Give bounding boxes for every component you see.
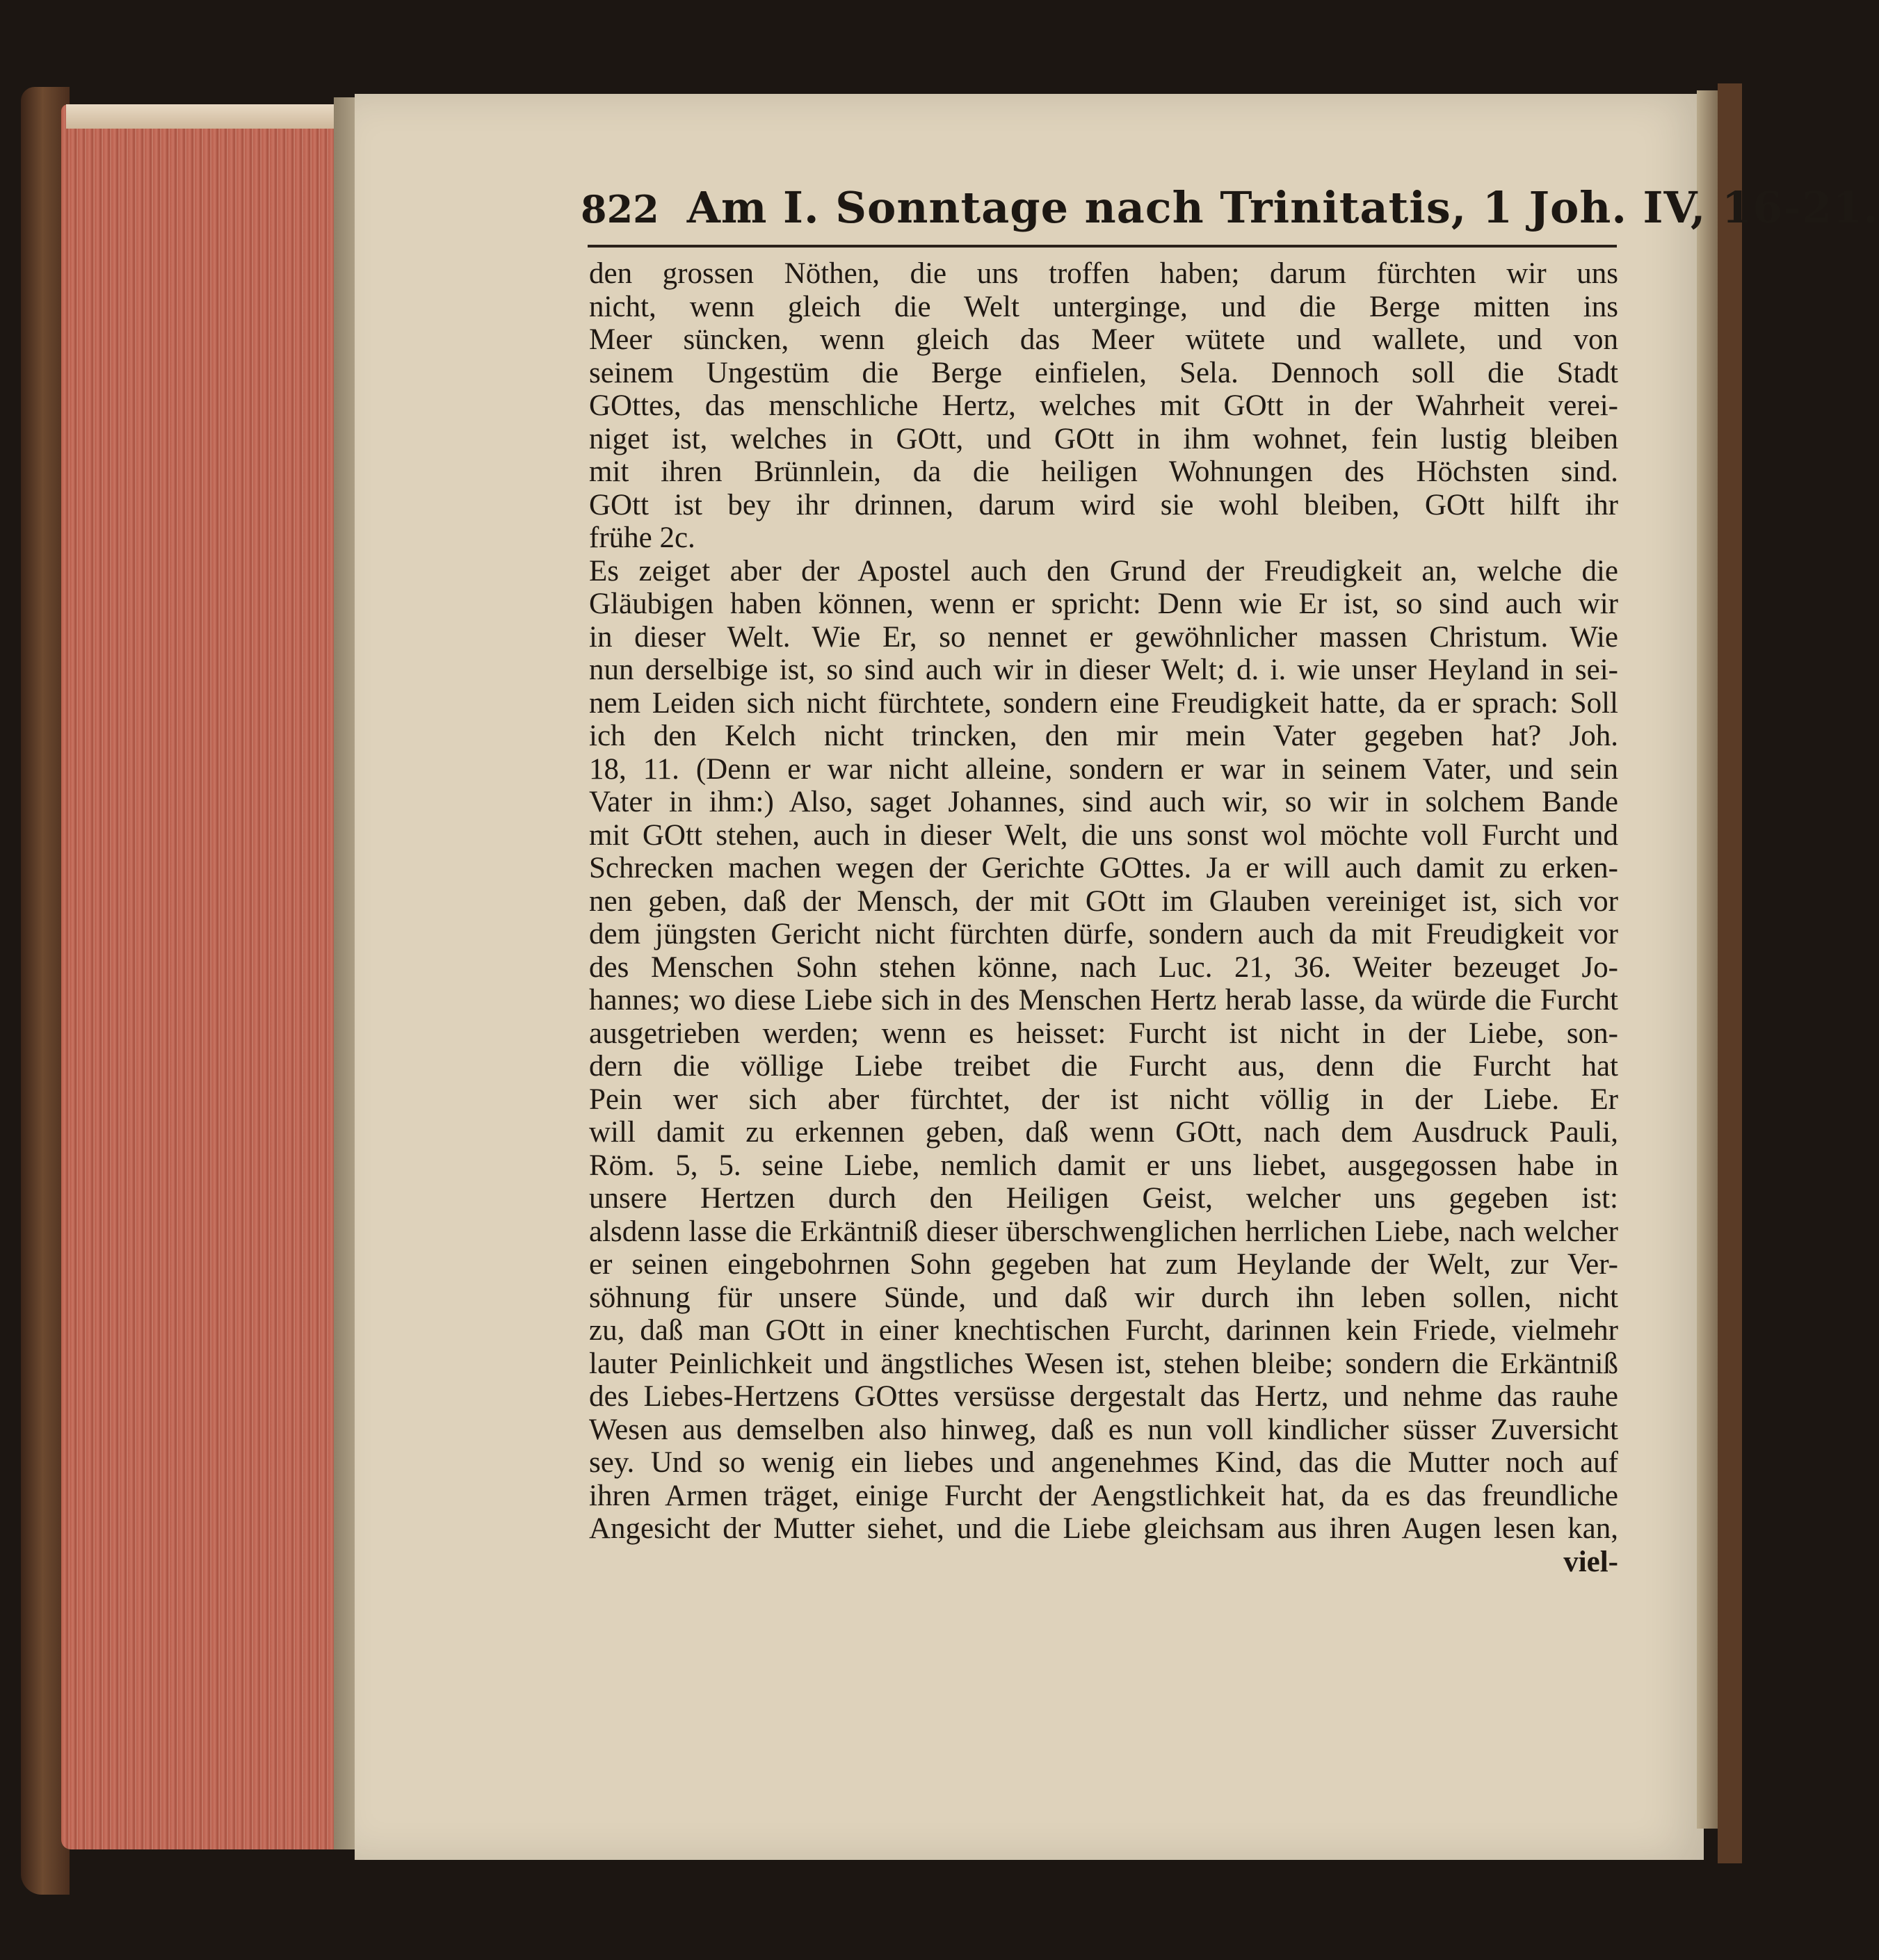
text-line: Es zeiget aber der Apostel auch den Grund der Freudigkeit an, welche die bbox=[589, 554, 1618, 588]
text-line: frühe 2c. bbox=[589, 521, 695, 554]
text-line: mit ihren Brünnlein, da die heiligen Wohnungen des Höchsten sind. bbox=[589, 455, 1618, 488]
text-line: 18, 11. (Denn er war nicht alleine, sondern er war in seinem Vater, und sein bbox=[589, 752, 1618, 786]
text-line: ich den Kelch nicht trincken, den mir mein Vater gegeben hat? Joh. bbox=[589, 720, 1618, 752]
text-line: in dieser Welt. Wie Er, so nennet er gewöhnlicher massen Christum. Wie bbox=[589, 620, 1618, 654]
text-line: söhnung für unsere Sünde, und daß wir durch ihn leben sollen, nicht bbox=[589, 1281, 1618, 1314]
text-line: dem jüngsten Gericht nicht fürchten dürfe, sondern auch da mit Freudigkeit vor bbox=[589, 918, 1618, 950]
catchword: viel- bbox=[1563, 1545, 1618, 1578]
text-line: will damit zu erkennen geben, daß wenn GOtt, nach dem Ausdruck Pauli, bbox=[589, 1116, 1618, 1149]
header-rule bbox=[588, 245, 1617, 248]
text-line: Wesen aus demselben also hinweg, daß es nun voll kindlicher süsser Zuversicht bbox=[589, 1413, 1618, 1446]
text-line: nen geben, daß der Mensch, der mit GOtt im Glauben vereiniget ist, sich vor bbox=[589, 884, 1618, 918]
text-line: er seinen eingebohrnen Sohn gegeben hat zum Heylande der Welt, zur Ver- bbox=[589, 1248, 1618, 1281]
text-line: GOttes, das menschliche Hertz, welches mit GOtt in der Wahrheit verei- bbox=[589, 389, 1618, 422]
page-number: 822 bbox=[581, 187, 659, 232]
text-line: zu, daß man GOtt in einer knechtischen Furcht, darinnen kein Friede, vielmehr bbox=[589, 1314, 1618, 1347]
text-line: des Menschen Sohn stehen könne, nach Luc. 21, 36. Weiter bezeuget Jo- bbox=[589, 950, 1618, 984]
text-line: Meer süncken, wenn gleich das Meer wütete und wallete, und von bbox=[589, 323, 1618, 356]
text-line: Pein wer sich aber fürchtet, der ist nicht völlig in der Liebe. Er bbox=[589, 1083, 1618, 1116]
text-line: des Liebes-Hertzens GOttes versüsse dergestalt das Hertz, und nehme das rauhe bbox=[589, 1380, 1618, 1413]
text-line: nem Leiden sich nicht fürchtete, sondern eine Freudigkeit hatte, da er sprach: Soll bbox=[589, 686, 1618, 720]
text-line: hannes; wo diese Liebe sich in des Menschen Hertz herab lasse, da würde die Furcht bbox=[589, 984, 1618, 1017]
text-line: den grossen Nöthen, die uns troffen haben; darum fürchten wir uns bbox=[589, 257, 1618, 290]
text-line: Röm. 5, 5. seine Liebe, nemlich damit er uns liebet, ausgegossen habe in bbox=[589, 1149, 1618, 1182]
text-line: ihren Armen träget, einige Furcht der Aengstlichkeit hat, da es das freundliche bbox=[589, 1479, 1618, 1512]
text-line: dern die völlige Liebe treibet die Furcht aus, denn die Furcht hat bbox=[589, 1050, 1618, 1083]
text-line: Schrecken machen wegen der Gerichte GOttes. Ja er will auch damit zu erken- bbox=[589, 852, 1618, 884]
text-line: GOtt ist bey ihr drinnen, darum wird sie wohl bleiben, GOtt hilft ihr bbox=[589, 488, 1618, 521]
text-line: nun derselbige ist, so sind auch wir in dieser Welt; d. i. wie unser Heyland in sei- bbox=[589, 654, 1618, 686]
page-fore-edge bbox=[61, 104, 346, 1849]
text-line: unsere Hertzen durch den Heiligen Geist, welcher uns gegeben ist: bbox=[589, 1182, 1618, 1215]
page-header bbox=[581, 182, 1879, 245]
text-line: alsdenn lasse die Erkäntniß dieser überschwenglichen herrlichen Liebe, nach welcher bbox=[589, 1215, 1618, 1248]
text-line: Vater in ihm:) Also, saget Johannes, sind auch wir, so wir in solchem Bande bbox=[589, 786, 1618, 818]
text-line: sey. Und so wenig ein liebes und angenehmes Kind, das die Mutter noch auf bbox=[589, 1446, 1618, 1479]
text-line: Angesicht der Mutter siehet, und die Liebe gleichsam aus ihren Augen lesen kan, bbox=[589, 1512, 1618, 1545]
text-line: nicht, wenn gleich die Welt unterginge, und die Berge mitten ins bbox=[589, 290, 1618, 323]
text-line: lauter Peinlichkeit und ängstliches Wesen ist, stehen bleibe; sondern die Erkäntniß bbox=[589, 1347, 1618, 1380]
text-line: ausgetrieben werden; wenn es heisset: Furcht ist nicht in der Liebe, son- bbox=[589, 1017, 1618, 1050]
text-line: Gläubigen haben können, wenn er spricht: Denn wie Er ist, so sind auch wir bbox=[589, 588, 1618, 620]
text-line: seinem Ungestüm die Berge einfielen, Sela. Dennoch soll die Stadt bbox=[589, 356, 1618, 389]
text-line: mit GOtt stehen, auch in dieser Welt, die uns sonst wol möchte voll Furcht und bbox=[589, 818, 1618, 852]
body-text bbox=[589, 257, 1618, 1578]
page-fore-edge-top bbox=[66, 104, 344, 129]
running-title: Am I. Sonntage nach Trinitatis, 1 Joh. IV, 16-21. bbox=[686, 182, 1879, 233]
text-line: niget ist, welches in GOtt, und GOtt in ihm wohnet, fein lustig bleiben bbox=[589, 422, 1618, 455]
book-cover-right bbox=[1718, 83, 1742, 1863]
